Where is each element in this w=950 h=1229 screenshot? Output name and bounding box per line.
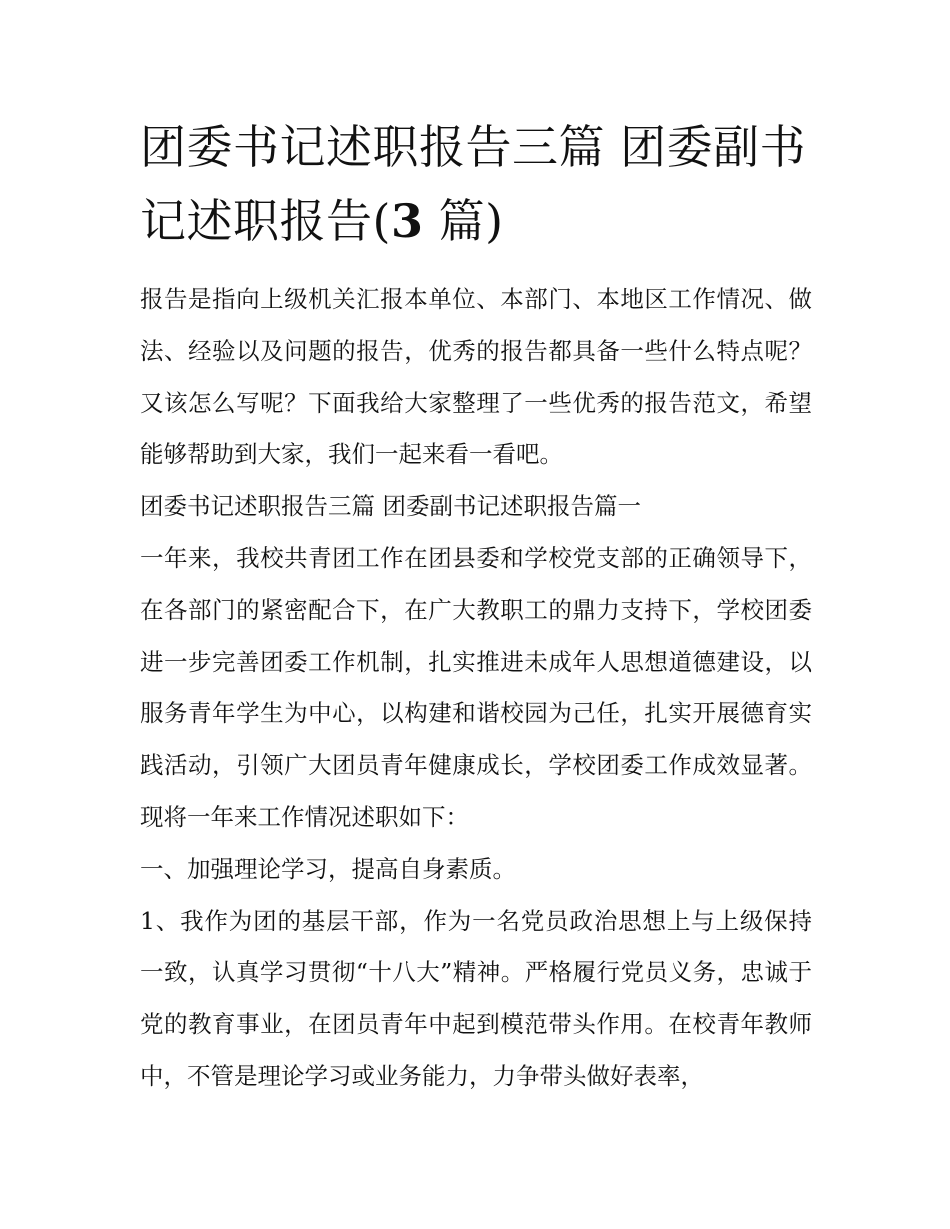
document-title xyxy=(140,110,812,258)
title-number: 3 xyxy=(390,194,424,248)
document-page xyxy=(140,110,812,1103)
subsection-heading: 一、加强理论学习，提高自身素质。 xyxy=(140,854,516,883)
intro-paragraph: 报告是指向上级机关汇报本单位、本部门、本地区工作情况、做法、经验以及问题的报告，优秀的报告都具备一些什么特点呢？又该怎么写呢？下面我给大家整理了一些优秀的报告范文，希望能够帮助到大家，我们一起来看一看吧。 xyxy=(140,285,812,469)
body-paragraph: 一年来，我校共青团工作在团县委和学校党支部的正确领导下，在各部门的紧密配合下，在广大教职工的鼎力支持下，学校团委进一步完善团委工作机制，扎实推进未成年人思想道德建设，以服务青年学生为中心，以构建和谐校园为己任，扎实开展德育实践活动，引领广大团员青年健康成长，学校团委工作成效显著。现将一年来工作情况述职如下： xyxy=(140,543,812,831)
section-heading: 团委书记述职报告三篇 团委副书记述职报告篇一 xyxy=(140,492,641,521)
title-part-2: 篇) xyxy=(423,194,504,248)
numbered-paragraph: 1、我作为团的基层干部，作为一名党员政治思想上与上级保持一致，认真学习贯彻“十八大”精神。严格履行党员义务，忠诚于党的教育事业，在团员青年中起到模范带头作用。在校青年教师中，不管是理论学习或业务能力，力争带头做好表率， xyxy=(140,906,812,1090)
title-part-1: 团委书记述职报告三篇 团委副书记述职报告( xyxy=(140,120,807,248)
document-body xyxy=(140,274,812,1103)
